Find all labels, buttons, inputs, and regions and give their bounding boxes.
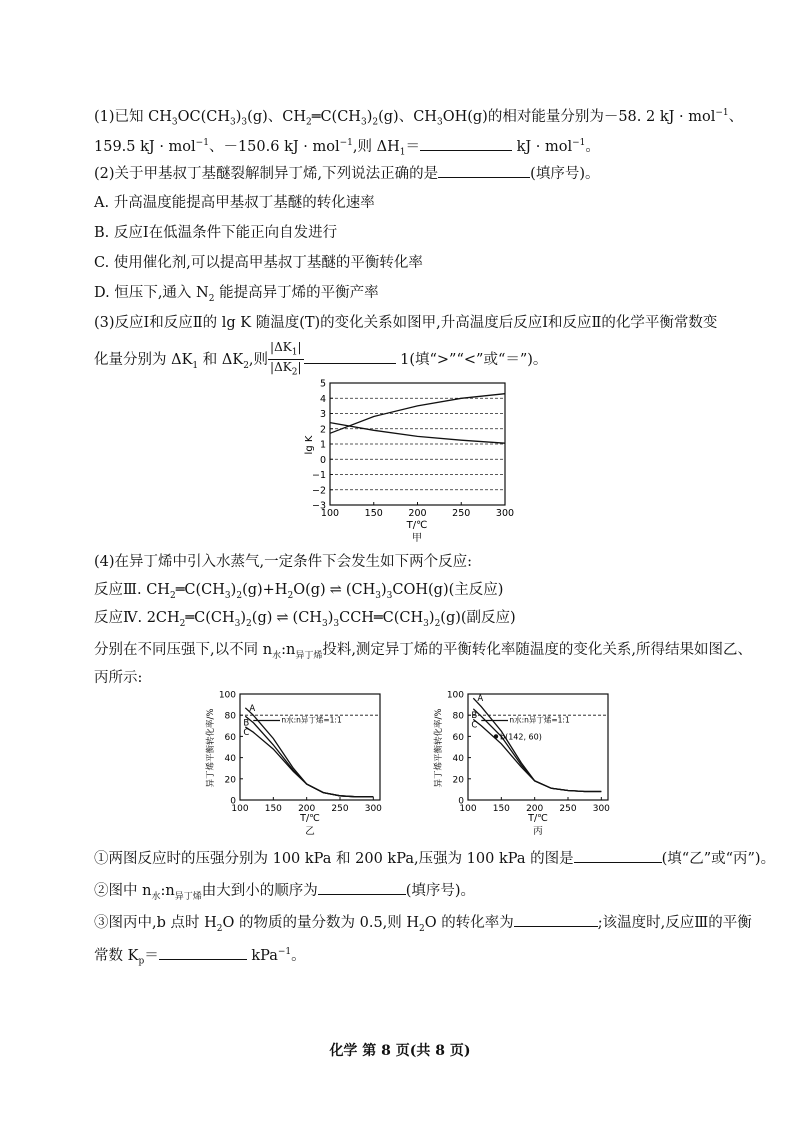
x-tick-label: 200 xyxy=(298,804,316,814)
y-tick-label: −2 xyxy=(311,485,326,497)
y-tick-label: 100 xyxy=(446,690,464,701)
ratio-annotation: n水:n异丁烯=1:1 xyxy=(509,715,570,725)
x-tick-label: 150 xyxy=(264,804,282,814)
plot-frame xyxy=(468,694,608,800)
y-tick-label: 40 xyxy=(224,754,236,765)
y-tick-label: 1 xyxy=(319,439,326,451)
q1-line1: (1)已知 $CH_3OC(CH_3)_3(g)$、$CH_2═C(CH_3)_2(g)$、$CH_3OH(g)$的相对能量分别为－58. 2 kJ · mol$^{-1}$、 xyxy=(94,108,744,128)
x-tick-label: 200 xyxy=(526,804,544,814)
chart-caption: 乙 xyxy=(305,826,315,837)
series-line-falling xyxy=(330,423,505,444)
y-tick-label: 2 xyxy=(319,424,326,436)
q2-option-b: B. 反应Ⅰ在低温条件下能正向自发进行 xyxy=(94,225,338,241)
series-line-C xyxy=(473,719,601,791)
answer-blank-1[interactable] xyxy=(420,136,512,151)
answer-blank-3[interactable] xyxy=(304,349,396,364)
q2-option-c: C. 使用催化剂,可以提高甲基叔丁基醚的平衡转化率 xyxy=(94,255,423,271)
x-tick-label: 250 xyxy=(331,804,349,814)
x-tick-label: 250 xyxy=(559,804,577,814)
series-label-a: A xyxy=(249,703,256,714)
chart-caption: 甲 xyxy=(412,533,422,544)
x-tick-label: 300 xyxy=(592,804,610,814)
sub-question-3-line1: ③图丙中,b 点时 $H_2O$ 的物质的量分数为 0.5,则 $H_2O$ 的转化率为 ;该温度时,反应Ⅲ的平衡 xyxy=(94,912,752,939)
y-axis-label: lg K xyxy=(304,435,315,455)
ratio-fraction: $\frac{|\Delta K_1|}{|\Delta K_2|}$ xyxy=(270,340,302,378)
sub-question-3-line2: 常数 $K_p= kPa^{-1}$。 xyxy=(94,942,306,972)
q4-line4: 分别在不同压强下,以不同 $n_水:n_{异丁烯}$投料,测定异丁烯的平衡转化率随温度的变化关系,所得结果如图乙、 xyxy=(94,642,753,661)
x-tick-label: 100 xyxy=(459,804,477,814)
q2-option-d: D. 恒压下,通入 $N_2$ 能提高异丁烯的平衡产率 xyxy=(94,285,379,304)
x-tick-label: 150 xyxy=(364,508,383,519)
series-line-C xyxy=(245,727,373,797)
chart-bing xyxy=(428,688,618,838)
y-tick-label: 80 xyxy=(452,711,464,722)
answer-blank-2[interactable] xyxy=(438,163,530,178)
series-label-c: C xyxy=(471,720,478,731)
y-tick-label: 0 xyxy=(458,796,464,807)
y-tick-label: 100 xyxy=(218,690,236,701)
y-axis-label: 异丁烯平衡转化率/% xyxy=(206,708,216,788)
reaction-3: 反应Ⅲ. $CH_2═C(CH_3)_2(g)+H_2O(g)$ ⇌ $(CH_3)_3COH(g)$(主反应) xyxy=(94,582,504,601)
x-axis-label: T/℃ xyxy=(300,813,320,824)
chart-caption: 丙 xyxy=(533,826,543,837)
q4-line5: 丙所示: xyxy=(94,670,143,686)
answer-blank-4[interactable] xyxy=(574,848,662,863)
x-tick-label: 150 xyxy=(492,804,510,814)
q3-line1: (3)反应Ⅰ和反应Ⅱ的 lg K 随温度(T)的变化关系如图甲,升高温度后反应Ⅰ和反应Ⅱ的化学平衡常数变 xyxy=(94,315,718,331)
y-tick-label: 5 xyxy=(319,378,326,390)
q4-line1: (4)在异丁烯中引入水蒸气,一定条件下会发生如下两个反应: xyxy=(94,554,473,570)
y-tick-label: 3 xyxy=(319,409,326,420)
series-label-c: C xyxy=(243,727,250,738)
x-tick-label: 100 xyxy=(320,508,340,519)
y-axis-label: 异丁烯平衡转化率/% xyxy=(434,708,444,788)
ratio-annotation: n水:n异丁烯=1:1 xyxy=(281,715,342,725)
answer-blank-6[interactable] xyxy=(514,912,598,927)
series-label-a: A xyxy=(477,694,484,705)
x-axis-label: T/℃ xyxy=(528,813,548,824)
chart-jia xyxy=(300,375,530,545)
y-tick-label: 0 xyxy=(319,454,326,466)
series-label-b: B xyxy=(243,718,250,729)
y-tick-label: 20 xyxy=(224,775,236,786)
x-tick-label: 300 xyxy=(495,508,515,519)
point-b xyxy=(494,734,498,738)
page-footer: 化学 第 8 页(共 8 页) xyxy=(329,1043,471,1059)
y-tick-label: −1 xyxy=(311,470,326,481)
answer-blank-7[interactable] xyxy=(159,945,247,960)
y-tick-label: 40 xyxy=(452,754,464,765)
plot-frame xyxy=(240,694,380,800)
q2-stem: (2)关于甲基叔丁基醚裂解制异丁烯,下列说法正确的是 (填序号)。 xyxy=(94,163,599,184)
y-tick-label: 4 xyxy=(319,393,326,405)
x-tick-label: 300 xyxy=(364,804,382,814)
y-tick-label: 60 xyxy=(452,732,464,743)
point-b-label: b(142, 60) xyxy=(500,732,542,742)
x-tick-label: 250 xyxy=(452,508,471,519)
x-axis-label: T/℃ xyxy=(406,520,428,531)
x-tick-label: 200 xyxy=(408,508,427,519)
q1-line2: 159.5 kJ · mol$^{-1}$、－150.6 kJ · mol$^{-1}$,则 $\Delta H_1=$ kJ · mol$^{-1}$。 xyxy=(94,133,600,163)
series-line-A xyxy=(473,698,601,791)
q2-option-a: A. 升高温度能提高甲基叔丁基醚的转化速率 xyxy=(94,195,375,211)
series-label-b: B xyxy=(471,710,478,721)
q3-line2: 化量分别为 $\Delta K_1$ 和 $\Delta K_2$,则 $\frac{|\Delta K_1|}{|\Delta K_2|}$ 1(填“>”“<”或“＝”)。 xyxy=(94,340,548,378)
y-tick-label: −3 xyxy=(311,500,326,512)
y-tick-label: 80 xyxy=(224,711,236,722)
chart-yi xyxy=(200,688,390,838)
y-tick-label: 60 xyxy=(224,732,236,743)
y-tick-label: 0 xyxy=(230,796,236,807)
answer-blank-5[interactable] xyxy=(318,880,406,895)
sub-question-1: ①两图反应时的压强分别为 100 kPa 和 200 kPa,压强为 100 kPa 的图是 (填“乙”或“丙”)。 xyxy=(94,848,775,869)
sub-question-2: ②图中 $n_水:n_{异丁烯}$由大到小的顺序为 (填序号)。 xyxy=(94,880,475,907)
reaction-4: 反应Ⅳ. $2CH_2═C(CH_3)_2(g)$ ⇌ $(CH_3)_3CCH═C(CH_3)_2(g)$(副反应) xyxy=(94,610,516,629)
y-tick-label: 20 xyxy=(452,775,464,786)
x-tick-label: 100 xyxy=(231,804,249,814)
